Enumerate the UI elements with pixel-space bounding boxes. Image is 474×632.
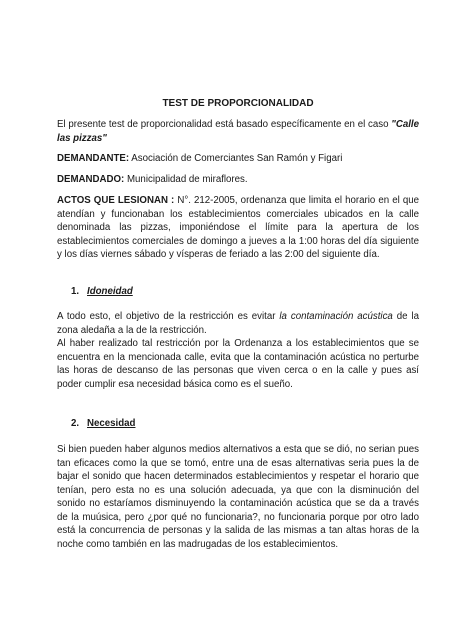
idoneidad-paragraph-1: [57, 310, 419, 337]
intro-paragraph: [57, 118, 419, 145]
demandado-line: [57, 173, 419, 187]
section-heading-necesidad: [71, 417, 135, 431]
demandante-value: Asociación de Comerciantes San Ramón y Figari: [129, 153, 343, 164]
actos-label: ACTOS QUE LESIONAN :: [57, 195, 175, 206]
idoneidad-p1-before: A todo esto, el objetivo de la restricción es evitar: [57, 311, 280, 322]
demandante-line: [57, 152, 419, 166]
section1-number: 1.: [71, 286, 80, 297]
intro-text: El presente test de proporcionalidad está basado específicamente en el caso: [57, 119, 392, 130]
intro-case-name: "Calle las pizzas": [57, 119, 419, 144]
demandado-label: DEMANDADO:: [57, 174, 125, 185]
section-heading-idoneidad: [71, 285, 133, 299]
actos-text: N°. 212-2005, ordenanza que limita el horario en el que atendían y funcionaban los establecimientos comerciales ubicados en la calle denominada las pizzas, imponiéndose el límite para la apertura de los establecimientos comerciales de domingo a jueves a la 1:00 horas del día siguiente y los días viernes sábado y vísperas de feriado a las 2:00 del siguiente día.: [57, 195, 419, 260]
section1-title: Idoneidad: [87, 286, 133, 297]
section2-number: 2.: [71, 418, 80, 429]
idoneidad-p1-italic: la contaminación acústica: [279, 311, 393, 322]
actos-paragraph: [57, 194, 419, 262]
idoneidad-paragraph-2: Al haber realizado tal restricción por la Ordenanza a los establecimientos que se encuentra en la mencionada calle, evita que la contaminación acústica no perturbe las horas de descanso de las personas que viven cerca o en la calle y pues así poder cumplir esa necesidad básica como es el sueño.: [57, 338, 419, 390]
demandante-label: DEMANDANTE:: [57, 153, 130, 164]
document-title: TEST DE PROPORCIONALIDAD: [162, 98, 314, 109]
necesidad-paragraph-1: Si bien pueden haber algunos medios alternativos a esta que se dió, no serian pues tan eficaces como la que se tomó, entre una de esas alternativas seria pues la de bajar el sonido que hacen determinados establecimientos y respetar el horario que tenían, pero esta no es una solución adecuada, ya que con la disminución del sonido no estaríamos disminuyendo la contaminación acústica que se da a través de la muúsica, pero ¿por qué no funcionaria?, no funcionaria porque por otro lado está la concurrencia de personas y la salida de las mismas a tan altas horas de la noche como también en las madrugadas de los establecimientos.: [57, 444, 419, 550]
demandado-value: Municipalidad de miraflores.: [124, 174, 248, 185]
idoneidad-p1-after: de la zona aledaña a la de la restricción.: [57, 311, 419, 336]
section2-title: Necesidad: [87, 418, 136, 429]
